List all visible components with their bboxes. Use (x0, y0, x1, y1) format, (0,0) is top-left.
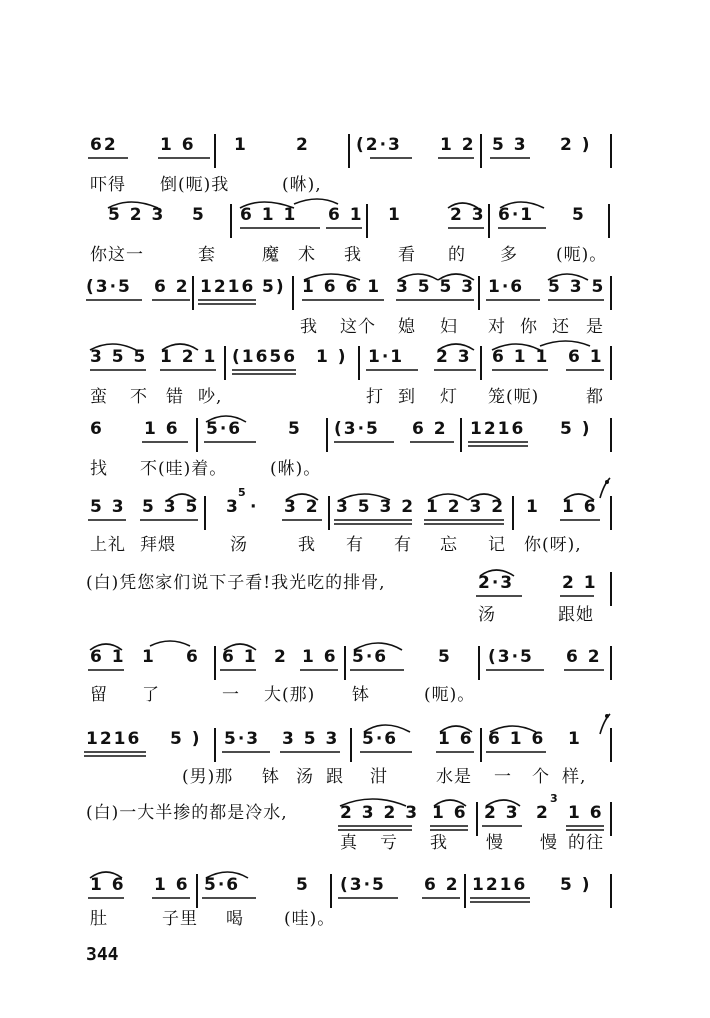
note: 3 5 5 (90, 347, 148, 367)
lyric: 样, (562, 767, 587, 787)
note: 1 2 3 2 (426, 497, 506, 517)
lyric: 到 (398, 387, 416, 407)
lyric: 你 (520, 317, 538, 337)
lyric: 汤 (230, 535, 248, 555)
lyric: 倒(呃)我 (160, 175, 230, 195)
note: 6 1 (222, 647, 258, 667)
note: 1216 (472, 875, 528, 895)
lyric: (男)那 (182, 767, 234, 787)
note: 6 1 1 (240, 205, 298, 225)
note: 5 ) (560, 419, 592, 439)
note: 2 3 (450, 205, 486, 225)
note: 1 (234, 135, 248, 155)
note: 2 3 (436, 347, 472, 367)
lyric: 吓得 (90, 175, 126, 195)
note: 5·6 (362, 729, 399, 749)
lyric: 吵, (198, 387, 223, 407)
lyric: 真 (340, 833, 358, 853)
lyric: 汤 (296, 767, 314, 787)
note: 1 6 (432, 803, 468, 823)
lyric: 记 (488, 535, 506, 555)
note: 1 (388, 205, 402, 225)
note: (3·5 (334, 419, 380, 439)
note: 1 6 (438, 729, 474, 749)
lyric: 喝 (226, 909, 244, 929)
lyric: 对 (488, 317, 506, 337)
lyric: 笼(呃) (488, 387, 540, 407)
lyric: 找 (90, 459, 108, 479)
note: 2 (536, 803, 550, 823)
note: 1·1 (368, 347, 405, 367)
note: 1 6 (90, 875, 126, 895)
lyric: 慢 (540, 833, 558, 853)
lyric: 忘 (440, 535, 458, 555)
note: 1 6 (160, 135, 196, 155)
lyric: 你这一 (90, 245, 144, 265)
note: 1 6 (154, 875, 190, 895)
note: 3 2 (284, 497, 320, 517)
note: 5·6 (206, 419, 243, 439)
lyric: 子里 (162, 909, 198, 929)
lyric: 我 (300, 317, 318, 337)
note: 1 2 1 (160, 347, 218, 367)
note: 2 1 (562, 573, 598, 593)
note: 6 1 6 (488, 729, 546, 749)
note: 5·3 (224, 729, 261, 749)
note: (3·5 (86, 277, 132, 297)
page-number: 344 (86, 944, 119, 965)
lyric: 的往 (568, 833, 604, 853)
note: 2 (274, 647, 288, 667)
lyric: 蛮 (90, 387, 108, 407)
note: 5 (438, 647, 452, 667)
lyric: (呃)。 (556, 245, 608, 265)
note: 2 3 2 3 (340, 803, 420, 823)
lyric: 个 (532, 767, 550, 787)
lyric: 套 (198, 245, 216, 265)
note: 3 5 5 3 (396, 277, 476, 297)
note: 1 (142, 647, 156, 667)
lyric: (咻)。 (270, 459, 322, 479)
note: 5 2 3 (108, 205, 166, 225)
note: 6 (186, 647, 200, 667)
note: 5 (296, 875, 310, 895)
lyric: 慢 (486, 833, 504, 853)
note: 2 (296, 135, 310, 155)
lyric: 我 (430, 833, 448, 853)
lyric: 一 (222, 685, 240, 705)
lyric: 水是 (436, 767, 472, 787)
note: 2 3 (484, 803, 520, 823)
lyric: 打 (366, 387, 384, 407)
lyric: 多 (500, 245, 518, 265)
note: (3·5 (488, 647, 534, 667)
lyric: 不(哇)着。 (140, 459, 228, 479)
note: 6 1 (568, 347, 604, 367)
lyric: (哇)。 (284, 909, 336, 929)
lyric: 泔 (370, 767, 388, 787)
note: 2·3 (478, 573, 515, 593)
note: 1 (526, 497, 540, 517)
lyric: 钵 (262, 767, 280, 787)
note: 1 6 (562, 497, 598, 517)
note: 5 (288, 419, 302, 439)
lyric: 我 (298, 535, 316, 555)
note: 1 6 (568, 803, 604, 823)
note: 1 ) (316, 347, 348, 367)
spoken-line: (白)凭您家们说下子看!我光吃的排骨, (86, 573, 386, 593)
lyric: 错 (166, 387, 184, 407)
note: 1·6 (488, 277, 525, 297)
note: 5 ) (560, 875, 592, 895)
lyric: 的 (448, 245, 466, 265)
lyric: 拜煨 (140, 535, 176, 555)
note: 3 5 3 (282, 729, 340, 749)
note: 3 5 3 2 (336, 497, 416, 517)
note: 6·1 (498, 205, 535, 225)
lyric: 钵 (352, 685, 370, 705)
slur-mark (108, 202, 158, 208)
lyric: 有 (394, 535, 412, 555)
note: 1 (568, 729, 582, 749)
note: (2·3 (356, 135, 402, 155)
lyric: 大(那) (264, 685, 316, 705)
note: · (250, 497, 259, 517)
note: 2 ) (560, 135, 592, 155)
lyric: 亏 (380, 833, 398, 853)
note: 6 1 (328, 205, 364, 225)
lyric: 汤 (478, 605, 496, 625)
note: 1216 (86, 729, 142, 749)
note: 5 3 5 (548, 277, 606, 297)
note: 5 (192, 205, 206, 225)
note: 6 1 1 (492, 347, 550, 367)
lyric: 上礼 (90, 535, 126, 555)
lyric: 是 (586, 317, 604, 337)
note: 3 (226, 497, 240, 517)
note: 1 2 (440, 135, 476, 155)
note: 6 1 (90, 647, 126, 667)
note: 6 2 (412, 419, 448, 439)
note: 5 3 (492, 135, 528, 155)
lyric: 跟她 (558, 605, 594, 625)
note: 1216 (470, 419, 526, 439)
note: (3·5 (340, 875, 386, 895)
lyric: 不 (130, 387, 148, 407)
spoken-line: (白)一大半掺的都是冷水, (86, 803, 288, 823)
lyric: 一 (494, 767, 512, 787)
lyric: 都 (586, 387, 604, 407)
note: 6 2 (566, 647, 602, 667)
note: 1 6 (302, 647, 338, 667)
note: 6 2 (154, 277, 190, 297)
note: 5 3 (90, 497, 126, 517)
note: 1 6 6 1 (302, 277, 382, 297)
lyric: 还 (552, 317, 570, 337)
lyric: (呃)。 (424, 685, 476, 705)
note: 62 (90, 135, 118, 155)
lyric: 妇 (440, 317, 458, 337)
lyric: 术 (298, 245, 316, 265)
lyric: 魔 (262, 245, 280, 265)
lyric: 你(呀), (524, 535, 582, 555)
lyric: 我 (344, 245, 362, 265)
lyric: 看 (398, 245, 416, 265)
note: 6 2 (424, 875, 460, 895)
grace-note: 3 (550, 792, 560, 805)
fermata-dot (605, 480, 609, 484)
note: 6 (90, 419, 104, 439)
note: 1216 (200, 277, 256, 297)
lyric: 肚 (90, 909, 108, 929)
lyric: 留 (90, 685, 108, 705)
note: 5 3 5 (142, 497, 200, 517)
lyric: 了 (142, 685, 160, 705)
lyric: 跟 (326, 767, 344, 787)
note: 5·6 (352, 647, 389, 667)
note: 5·6 (204, 875, 241, 895)
note: 5 (572, 205, 586, 225)
lyric: 这个 (340, 317, 376, 337)
lyric: (咻), (282, 175, 322, 195)
grace-note: 5 (238, 486, 248, 499)
lyric: 媳 (398, 317, 416, 337)
note: 5) (262, 277, 286, 297)
note: 5 ) (170, 729, 202, 749)
note: 1 6 (144, 419, 180, 439)
lyric: 有 (346, 535, 364, 555)
note: (1656 (232, 347, 298, 367)
lyric: 灯 (440, 387, 458, 407)
